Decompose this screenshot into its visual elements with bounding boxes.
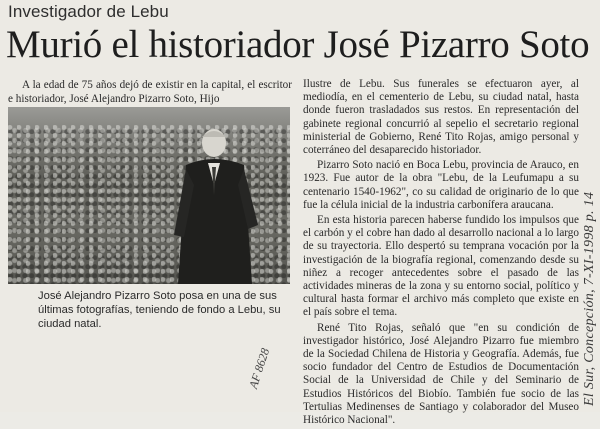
- kicker: Investigador de Lebu: [8, 2, 169, 21]
- body-paragraph: René Tito Rojas, señaló que "en su condición de investigador histórico, José Alejandro Pizarro fue miembro de la Sociedad Chilena de Historia y Geografía. Además, fue socio fundador del Centro de Estudios de Documentación Social de la Universidad de Chile y del Seminario de Estudios Históricos del Biobío. También fue socio de las Tertulias Medinenses de Santiago y colaborador del Museo Histórico Nacional".: [303, 321, 579, 427]
- handwritten-source-note: El Sur, Concepción, 7-XI-1998 p. 14: [582, 191, 597, 406]
- body-paragraph: En esta historia parecen haberse fundido los impulsos que el carbón y el cobre han dado al desarrollo nacional a lo largo de su trayectoria. Ello despertó su temprana vocación por la investigación de la biografía regional, comenzando desde su niñez a recoger antecedentes sobre el pasado de las actividades mineras de la zona y su entorno social, político y cultural hasta formar el archivo más completo que existe en el país sobre el tema.: [303, 214, 579, 319]
- body-paragraph: Ilustre de Lebu. Sus funerales se efectuaron ayer, al mediodía, en el cementerio de Lebu, su ciudad natal, hasta donde fueron trasladados sus restos. En representación del gabinete regional concurrió al sepelio el secretario regional ministerial de Gobierno, René Tito Rojas, amigo personal y coterráneo del desaparecido historiador.: [303, 78, 579, 157]
- article-photo: [8, 107, 290, 284]
- body-paragraph: Pizarro Soto nació en Boca Lebu, provincia de Arauco, en 1923. Fue autor de la obra "Lebu, de la Leufumapu a su centenario 1540-1962", co su calidad de originario de lo que fue la célula inicial de la industria carbonífera araucana.: [303, 159, 579, 211]
- headline: Murió el historiador José Pizarro Soto: [6, 23, 590, 66]
- photo-caption: José Alejandro Pizarro Soto posa en una de sus últimas fotografías, teniendo de fondo a Lebu, su ciudad natal.: [38, 290, 281, 330]
- portrait-figure: [168, 125, 264, 284]
- intro-paragraph: A la edad de 75 años dejó de existir en la capital, el escritor e historiador, José Alejandro Pizarro Soto, Hijo: [8, 79, 292, 105]
- column-right: [303, 78, 579, 429]
- archive-stamp: AF 8628: [246, 346, 273, 391]
- column-left: [8, 78, 292, 106]
